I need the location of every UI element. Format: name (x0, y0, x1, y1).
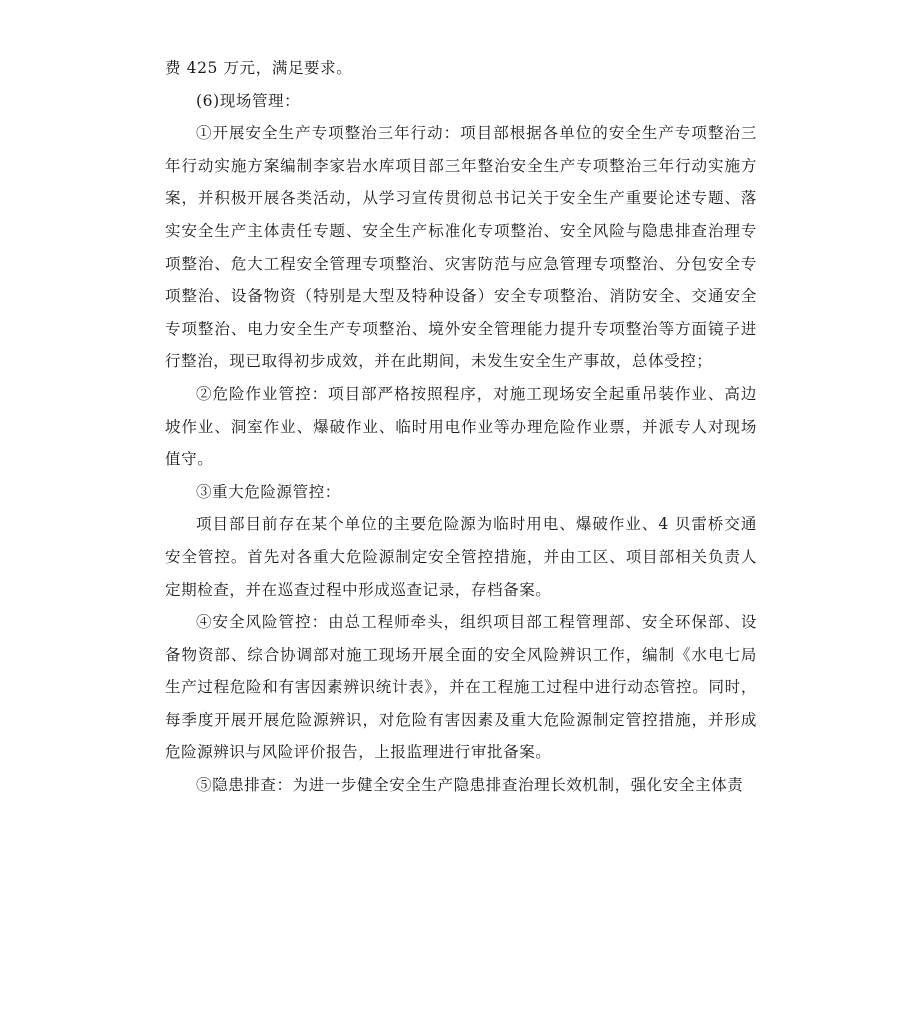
paragraph-dangerous-work-control: ②危险作业管控：项目部严格按照程序，对施工现场安全起重吊装作业、高边坡作业、洞室作业、爆破作业、临时用电作业等办理危险作业票，并派专人对现场值守。 (165, 384, 757, 469)
heading-site-management: (6)现场管理： (196, 91, 301, 110)
paragraph-three-year-campaign: ①开展安全生产专项整治三年行动：项目部根据各单位的安全生产专项整治三年行动实施方案编制李家岩水库项目部三年整治安全生产专项整治三年行动实施方案，并积极开展各类活动，从学习宣传贯彻总书记关于安全生产重要论述专题、落实安全生产主体责任专题、安全生产标准化专项整治、安全风险与隐患排查治理专项整治、危大工程安全管理专项整治、灾害防范与应急管理专项整治、分包安全专项整治、设备物资（特别是大型及特种设备）安全专项整治、消防安全、交通安全专项整治、电力安全生产专项整治、境外安全管理能力提升专项整治等方面镜子进行整治，现已取得初步成效，并在此期间，未发生安全生产事故，总体受控； (165, 124, 757, 371)
paragraph-major-hazard-sources: 项目部目前存在某个单位的主要危险源为临时用电、爆破作业、4 贝雷桥交通安全管控。首先对各重大危险源制定安全管控措施，并由工区、项目部相关负责人定期检查，并在巡查过程中形成巡查记录，存档备案。 (165, 515, 757, 599)
paragraph-fee-conclusion: 费 425 万元，满足要求。 (165, 59, 353, 77)
heading-major-hazard-control: ③重大危险源管控： (196, 482, 341, 501)
paragraph-risk-control: ④安全风险管控：由总工程师牵头，组织项目部工程管理部、安全环保部、设备物资部、综合协调部对施工现场开展全面的安全风险辨识工作，编制《水电七局生产过程危险和有害因素辨识统计表》，并在工程施工过程中进行动态管控。同时，每季度开展开展危险源辨识，对危险有害因素及重大危险源制定管控措施，并形成危险源辨识与风险评价报告，上报监理进行审批备案。 (165, 613, 757, 762)
paragraph-hazard-inspection: ⑤隐患排查：为进一步健全安全生产隐患排查治理长效机制，强化安全主体责 (196, 776, 744, 795)
document-page (165, 52, 757, 802)
